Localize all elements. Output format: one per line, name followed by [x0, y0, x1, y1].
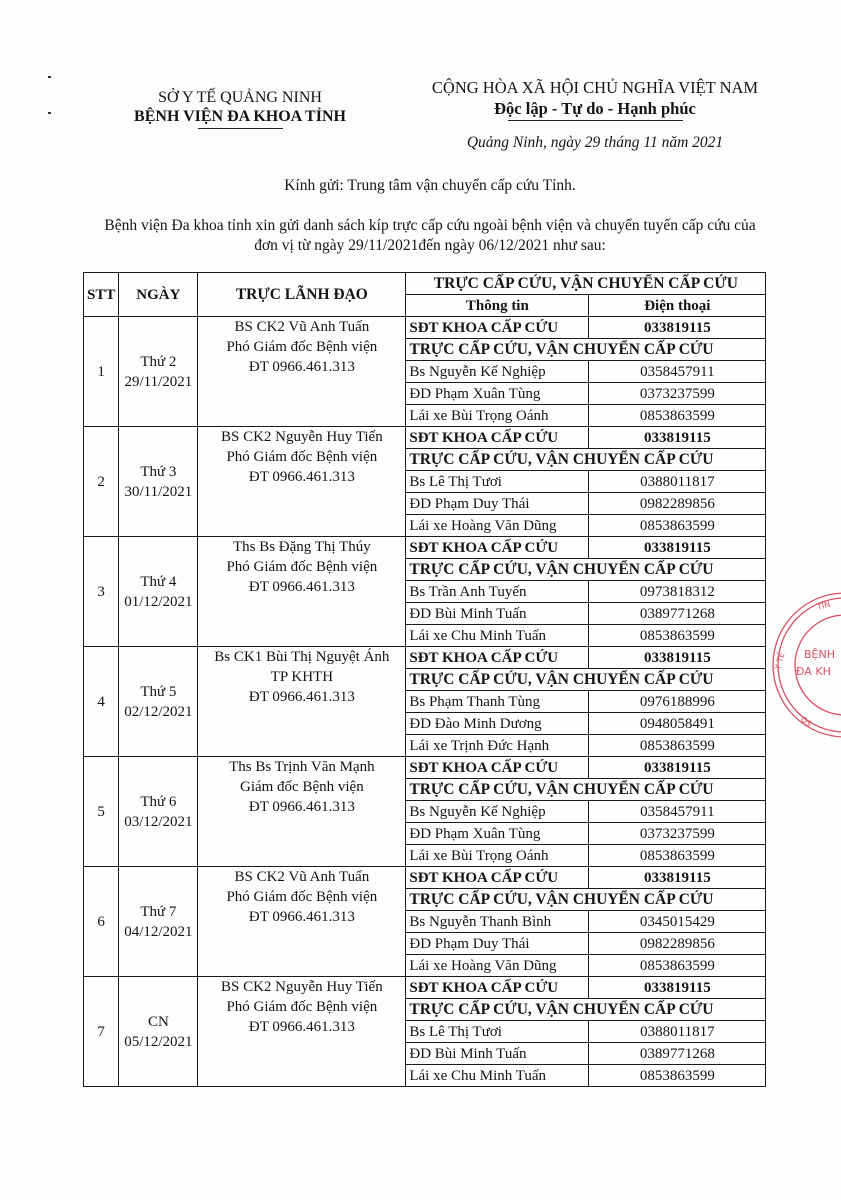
dept-label: SĐT KHOA CẤP CỨU [406, 317, 589, 339]
staff-name: Bs Nguyễn Kế Nghiệp [406, 801, 589, 823]
staff-name: ĐD Phạm Xuân Tùng [406, 823, 589, 845]
staff-phone: 0976188996 [589, 691, 766, 713]
dept-label: SĐT KHOA CẤP CỨU [406, 757, 589, 779]
staff-phone: 0388011817 [589, 1021, 766, 1043]
dept-phone: 033819115 [589, 537, 766, 559]
staff-phone: 0948058491 [589, 713, 766, 735]
staff-name: Lái xe Trịnh Đức Hạnh [406, 735, 589, 757]
team-title: TRỰC CẤP CỨU, VẬN CHUYỂN CẤP CỨU [406, 449, 766, 471]
staff-name: Lái xe Bùi Trọng Oánh [406, 845, 589, 867]
weekday: Thứ 6 [140, 793, 177, 810]
staff-phone: 0373237599 [589, 383, 766, 405]
date: 30/11/2021 [124, 483, 193, 500]
staff-name: Bs Lê Thị Tươi [406, 471, 589, 493]
header-phone: Điện thoại [589, 295, 766, 317]
team-title: TRỰC CẤP CỨU, VẬN CHUYỂN CẤP CỨU [406, 999, 766, 1021]
day-cell [119, 867, 198, 977]
staff-phone: 0389771268 [589, 1043, 766, 1065]
stamp-ring-left: Y TẾ [773, 651, 787, 671]
motto-underline [508, 120, 683, 121]
stt-cell: 6 [84, 867, 119, 977]
staff-name: Lái xe Chu Minh Tuấn [406, 1065, 589, 1087]
leader-title: Phó Giám đốc Bệnh viện [226, 889, 378, 905]
date: 01/12/2021 [124, 593, 193, 610]
staff-phone: 0345015429 [589, 911, 766, 933]
staff-name: Lái xe Chu Minh Tuấn [406, 625, 589, 647]
stamp-text-line-2: ĐA KH [796, 665, 831, 678]
leader-title: Giám đốc Bệnh viện [239, 779, 364, 795]
date: 03/12/2021 [124, 813, 193, 830]
weekday: Thứ 4 [140, 573, 177, 590]
leader-phone: ĐT 0966.461.313 [248, 579, 355, 595]
staff-name: Bs Nguyễn Thanh Bình [406, 911, 589, 933]
day-cell [119, 977, 198, 1087]
national-header [405, 77, 785, 121]
date: 02/12/2021 [124, 703, 193, 720]
national-motto: Độc lập - Tự do - Hạnh phúc [494, 99, 696, 118]
leader-cell [198, 537, 406, 647]
dept-phone: 033819115 [589, 977, 766, 999]
staff-phone: 0358457911 [589, 801, 766, 823]
stamp-text-line-1: BỆNH [804, 648, 835, 661]
staff-phone: 0853863599 [589, 735, 766, 757]
leader-phone: ĐT 0966.461.313 [248, 359, 355, 375]
leader-title: Phó Giám đốc Bệnh viện [226, 449, 378, 465]
team-title: TRỰC CẤP CỨU, VẬN CHUYỂN CẤP CỨU [406, 779, 766, 801]
staff-phone: 0973818312 [589, 581, 766, 603]
leader-title: Phó Giám đốc Bệnh viện [226, 339, 378, 355]
roster-entry-first-row [84, 427, 766, 449]
dept-phone: 033819115 [589, 647, 766, 669]
stamp-ring-top: TỈN [816, 599, 832, 612]
day-cell [119, 647, 198, 757]
staff-phone: 0853863599 [589, 1065, 766, 1087]
place-date: Quảng Ninh, ngày 29 tháng 11 năm 2021 [466, 134, 724, 151]
leader-phone: ĐT 0966.461.313 [248, 909, 355, 925]
staff-phone: 0388011817 [589, 471, 766, 493]
leader-title: Phó Giám đốc Bệnh viện [226, 999, 378, 1015]
duty-roster-table [83, 272, 766, 1087]
stt-cell: 1 [84, 317, 119, 427]
salutation: Kính gửi: Trung tâm vận chuyển cấp cứu Tỉnh. [284, 177, 576, 194]
scan-mark [48, 112, 51, 114]
intro-line-2: đơn vị từ ngày 29/11/2021đến ngày 06/12/2021 như sau: [254, 237, 606, 254]
weekday: Thứ 7 [140, 903, 177, 920]
day-cell [119, 317, 198, 427]
issuer-underline [198, 128, 283, 129]
dept-label: SĐT KHOA CẤP CỨU [406, 537, 589, 559]
header-group: TRỰC CẤP CỨU, VẬN CHUYỂN CẤP CỨU [406, 273, 766, 295]
staff-name: ĐD Bùi Minh Tuấn [406, 1043, 589, 1065]
day-cell [119, 757, 198, 867]
weekday: Thứ 3 [140, 463, 177, 480]
staff-phone: 0373237599 [589, 823, 766, 845]
staff-name: ĐD Đào Minh Dương [406, 713, 589, 735]
staff-phone: 0853863599 [589, 955, 766, 977]
dept-label: SĐT KHOA CẤP CỨU [406, 977, 589, 999]
date: 04/12/2021 [124, 923, 193, 940]
leader-name: BS CK2 Nguyễn Huy Tiến [221, 429, 383, 445]
staff-phone: 0389771268 [589, 603, 766, 625]
team-title: TRỰC CẤP CỨU, VẬN CHUYỂN CẤP CỨU [406, 669, 766, 691]
dept-label: SĐT KHOA CẤP CỨU [406, 647, 589, 669]
staff-phone: 0982289856 [589, 933, 766, 955]
dept-phone: 033819115 [589, 317, 766, 339]
dept-phone: 033819115 [589, 427, 766, 449]
staff-phone: 0982289856 [589, 493, 766, 515]
staff-name: Lái xe Bùi Trọng Oánh [406, 405, 589, 427]
staff-phone: 0853863599 [589, 515, 766, 537]
staff-name: ĐD Bùi Minh Tuấn [406, 603, 589, 625]
leader-cell [198, 647, 406, 757]
table-header [84, 273, 766, 317]
stt-cell: 5 [84, 757, 119, 867]
dept-phone: 033819115 [589, 757, 766, 779]
staff-phone: 0853863599 [589, 625, 766, 647]
leader-phone: ĐT 0966.461.313 [248, 1019, 355, 1035]
nation-title: CỘNG HÒA XÃ HỘI CHỦ NGHĨA VIỆT NAM [431, 78, 759, 97]
staff-name: ĐD Phạm Duy Thái [406, 493, 589, 515]
team-title: TRỰC CẤP CỨU, VẬN CHUYỂN CẤP CỨU [406, 889, 766, 911]
header-info: Thông tin [406, 295, 589, 317]
leader-phone: ĐT 0966.461.313 [248, 799, 355, 815]
staff-name: Bs Nguyễn Kế Nghiệp [406, 361, 589, 383]
leader-name: Bs CK1 Bùi Thị Nguyệt Ánh [214, 649, 390, 665]
day-cell [119, 427, 198, 537]
staff-name: ĐD Phạm Duy Thái [406, 933, 589, 955]
staff-phone: 0358457911 [589, 361, 766, 383]
issuer-department: SỞ Y TẾ QUẢNG NINH [158, 89, 322, 106]
leader-phone: ĐT 0966.461.313 [248, 689, 355, 705]
roster-entry-first-row [84, 867, 766, 889]
hospital-stamp [770, 590, 841, 740]
staff-name: Lái xe Hoàng Văn Dũng [406, 955, 589, 977]
issuer-organization: BỆNH VIỆN ĐA KHOA TỈNH [134, 108, 346, 125]
leader-cell [198, 867, 406, 977]
header-day: NGÀY [119, 273, 198, 317]
stt-cell: 3 [84, 537, 119, 647]
header-stt: STT [84, 273, 119, 317]
stt-cell: 4 [84, 647, 119, 757]
leader-name: Ths Bs Đặng Thị Thúy [232, 539, 371, 555]
staff-phone: 0853863599 [589, 845, 766, 867]
stamp-ring-bottom: QS [798, 714, 814, 729]
roster-entry-first-row [84, 537, 766, 559]
issuer-header [100, 88, 380, 129]
leader-cell [198, 317, 406, 427]
leader-cell [198, 427, 406, 537]
staff-name: Bs Trần Anh Tuyến [406, 581, 589, 603]
weekday: Thứ 5 [140, 683, 177, 700]
weekday: CN [147, 1013, 169, 1030]
intro-paragraph [70, 216, 790, 256]
day-cell [119, 537, 198, 647]
team-title: TRỰC CẤP CỨU, VẬN CHUYỂN CẤP CỨU [406, 339, 766, 361]
leader-cell [198, 977, 406, 1087]
table-body [84, 317, 766, 1087]
leader-name: BS CK2 Vũ Anh Tuấn [234, 869, 370, 885]
staff-name: Lái xe Hoàng Văn Dũng [406, 515, 589, 537]
leader-title: Phó Giám đốc Bệnh viện [226, 559, 378, 575]
team-title: TRỰC CẤP CỨU, VẬN CHUYỂN CẤP CỨU [406, 559, 766, 581]
dept-label: SĐT KHOA CẤP CỨU [406, 427, 589, 449]
leader-title: TP KHTH [270, 669, 334, 685]
dept-label: SĐT KHOA CẤP CỨU [406, 867, 589, 889]
date: 29/11/2021 [124, 373, 193, 390]
leader-name: BS CK2 Vũ Anh Tuấn [234, 319, 370, 335]
date: 05/12/2021 [124, 1033, 193, 1050]
leader-cell [198, 757, 406, 867]
staff-name: Bs Phạm Thanh Tùng [406, 691, 589, 713]
roster-entry-first-row [84, 647, 766, 669]
roster-entry-first-row [84, 757, 766, 779]
leader-name: Ths Bs Trịnh Văn Mạnh [229, 759, 375, 775]
leader-phone: ĐT 0966.461.313 [248, 469, 355, 485]
weekday: Thứ 2 [140, 353, 177, 370]
staff-name: ĐD Phạm Xuân Tùng [406, 383, 589, 405]
roster-entry-first-row [84, 977, 766, 999]
stt-cell: 2 [84, 427, 119, 537]
staff-phone: 0853863599 [589, 405, 766, 427]
roster-entry-first-row [84, 317, 766, 339]
staff-name: Bs Lê Thị Tươi [406, 1021, 589, 1043]
dept-phone: 033819115 [589, 867, 766, 889]
stt-cell: 7 [84, 977, 119, 1087]
header-leader: TRỰC LÃNH ĐẠO [198, 273, 406, 317]
scan-mark [48, 76, 51, 78]
leader-name: BS CK2 Nguyễn Huy Tiến [221, 979, 383, 995]
intro-line-1: Bệnh viện Đa khoa tỉnh xin gửi danh sách kíp trực cấp cứu ngoài bệnh viện và chuyển tuyến cấp cứu của [104, 217, 756, 234]
